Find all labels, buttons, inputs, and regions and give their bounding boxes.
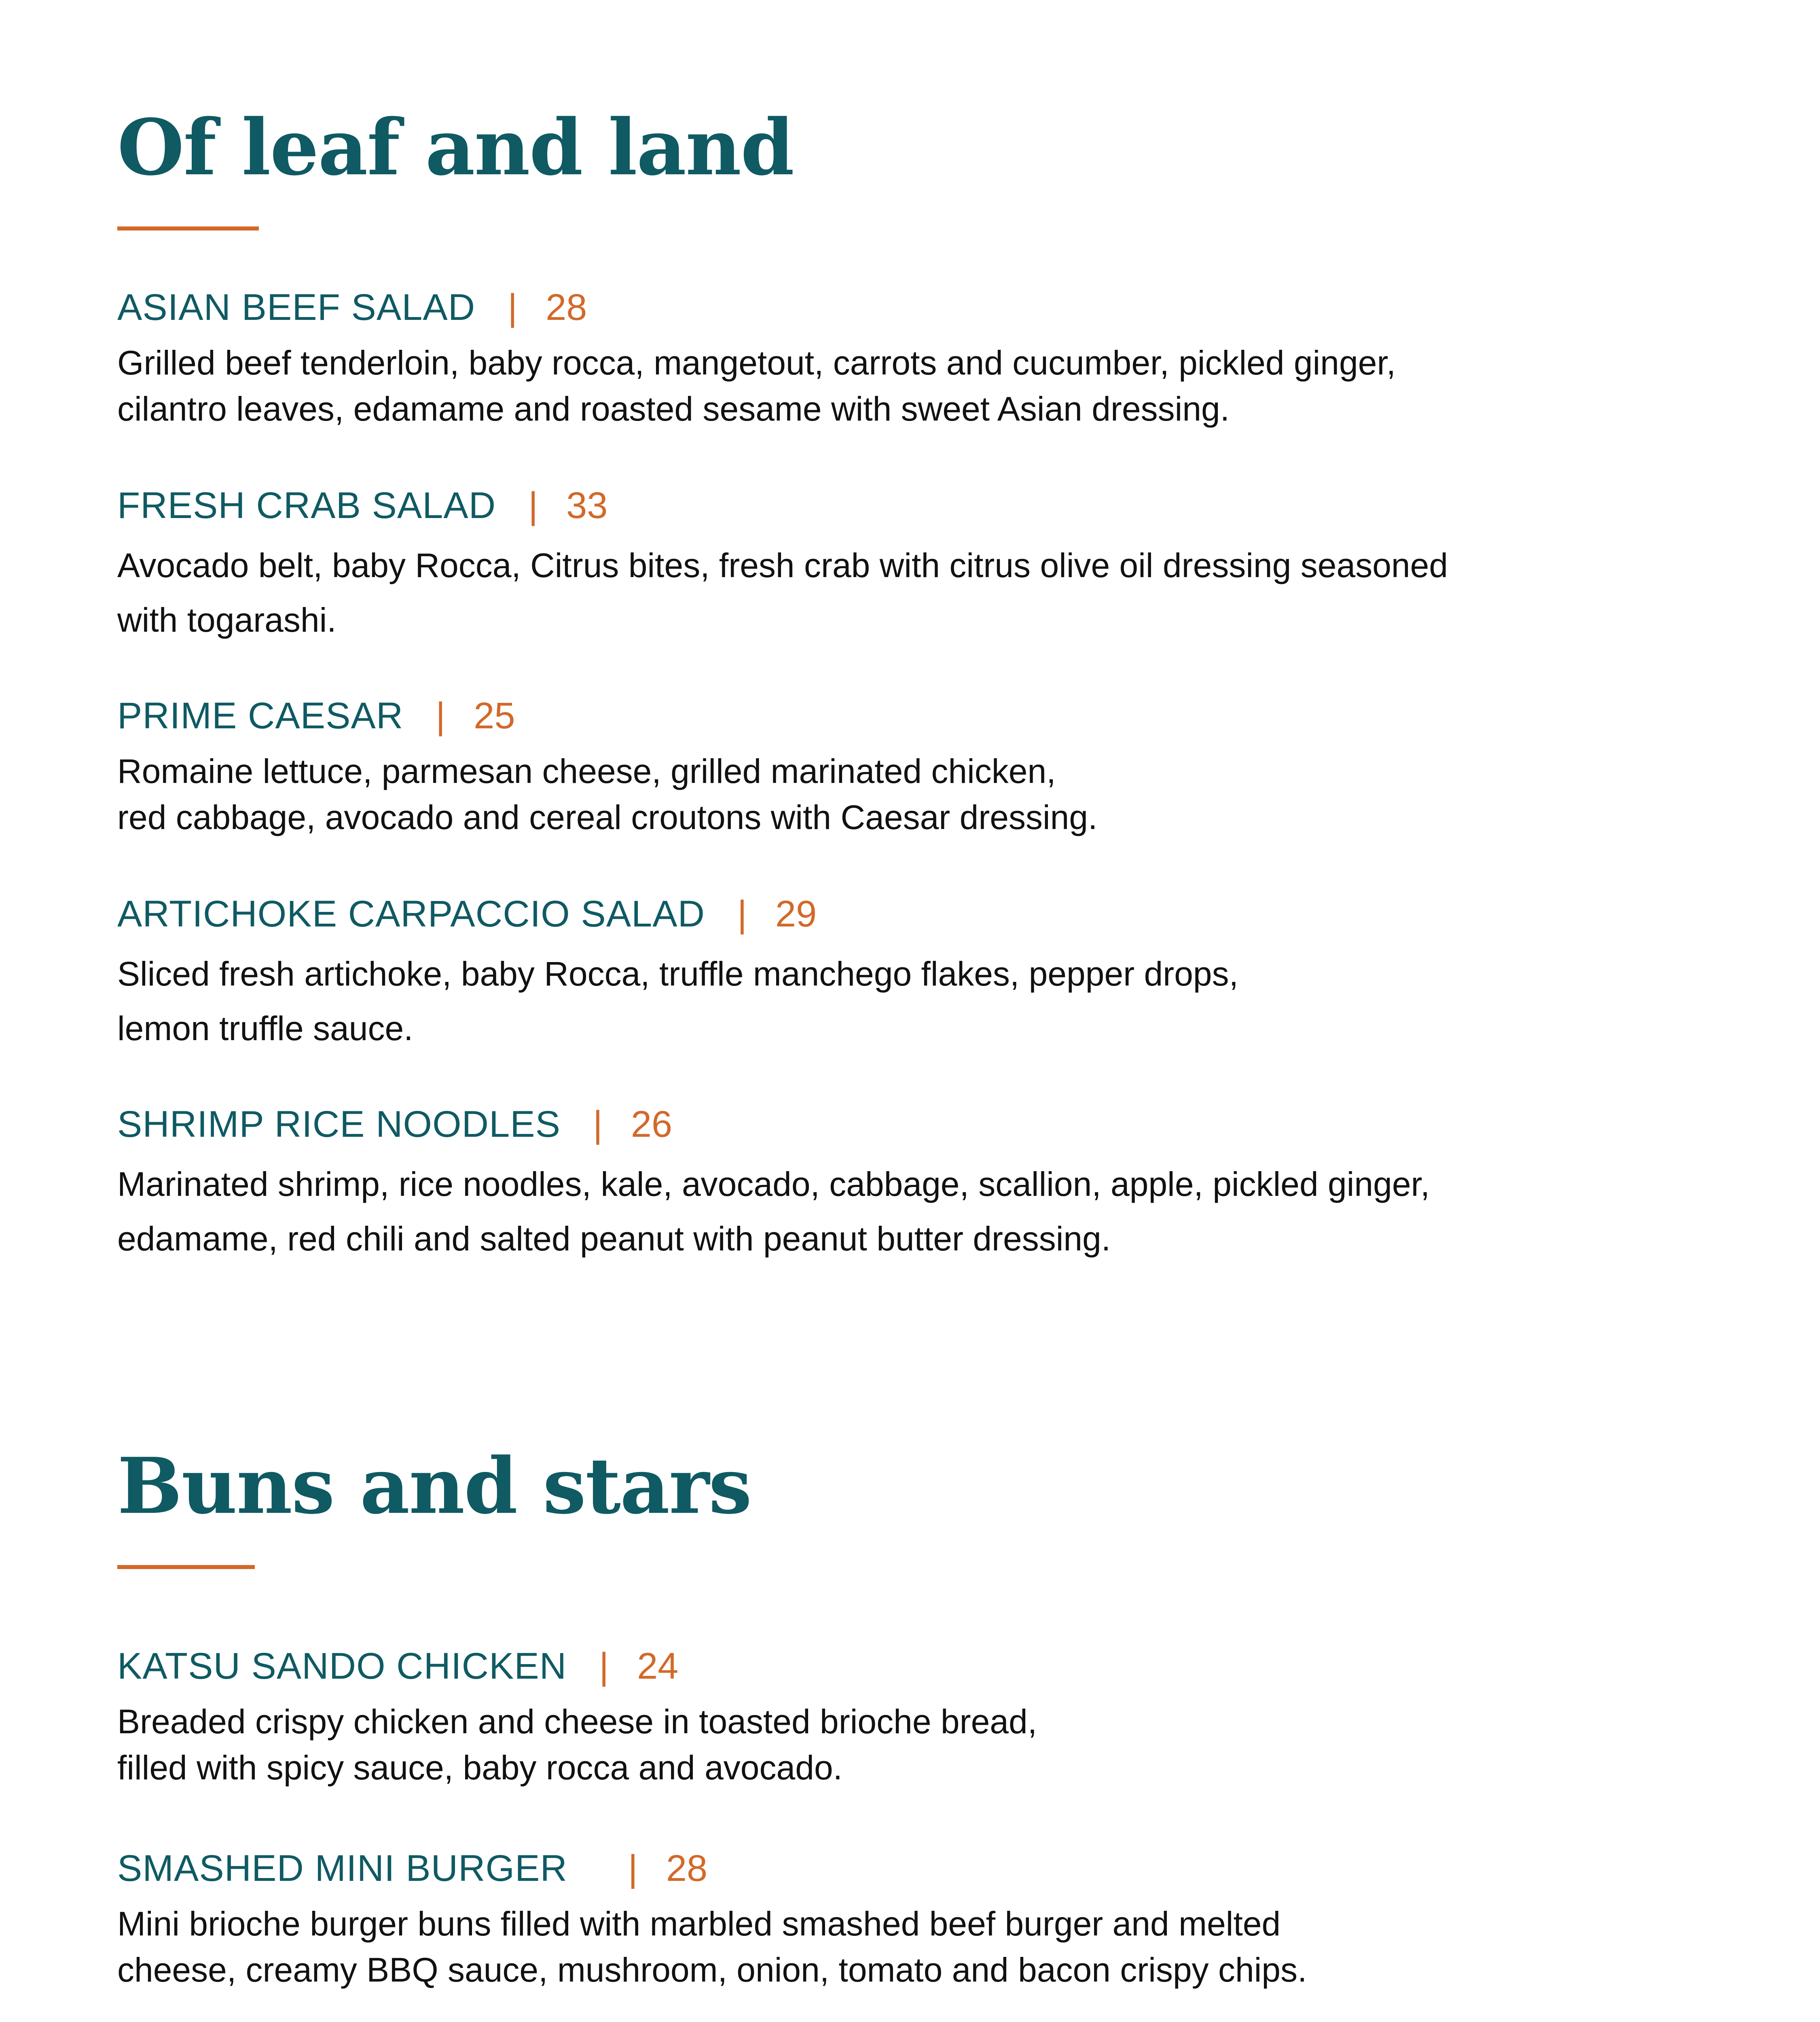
item-description-line: Romaine lettuce, parmesan cheese, grilled marinated chicken, xyxy=(117,752,1056,791)
item-separator: | xyxy=(737,893,747,935)
menu-item xyxy=(117,287,1573,432)
item-price: 29 xyxy=(775,893,817,935)
item-name: ARTICHOKE CARPACCIO SALAD xyxy=(117,893,705,935)
section-title: Of leaf and land xyxy=(117,102,794,192)
menu-item xyxy=(117,1848,1573,1993)
item-separator: | xyxy=(599,1646,609,1687)
item-description-line: Grilled beef tenderloin, baby rocca, mangetout, carrots and cucumber, pickled ginger, xyxy=(117,344,1396,382)
item-description-line: cheese, creamy BBQ sauce, mushroom, onion, tomato and bacon crispy chips. xyxy=(117,1950,1307,1989)
item-description-line: Sliced fresh artichoke, baby Rocca, truffle manchego flakes, pepper drops, xyxy=(117,955,1238,993)
item-price: 24 xyxy=(637,1646,679,1687)
item-name: ASIAN BEEF SALAD xyxy=(117,287,476,328)
item-separator: | xyxy=(593,1104,603,1145)
item-name: PRIME CAESAR xyxy=(117,695,404,736)
item-price: 28 xyxy=(546,287,587,328)
item-description-line: Avocado belt, baby Rocca, Citrus bites, fresh crab with citrus olive oil dressing seasoned xyxy=(117,546,1448,585)
item-description-line: Marinated shrimp, rice noodles, kale, avocado, cabbage, scallion, apple, pickled ginger, xyxy=(117,1165,1430,1203)
item-separator: | xyxy=(508,287,518,328)
item-separator: | xyxy=(628,1848,638,1889)
item-description xyxy=(117,1157,1573,1266)
item-name: SMASHED MINI BURGER xyxy=(117,1848,567,1889)
item-description xyxy=(117,1901,1573,1993)
item-description-line: red cabbage, avocado and cereal croutons with Caesar dressing. xyxy=(117,798,1098,836)
item-name: FRESH CRAB SALAD xyxy=(117,485,496,526)
item-description xyxy=(117,947,1573,1055)
item-name: SHRIMP RICE NOODLES xyxy=(117,1104,561,1145)
title-underline xyxy=(117,226,259,231)
section-buns-and-stars xyxy=(117,1441,1573,1989)
menu-item xyxy=(117,1104,1573,1266)
item-description xyxy=(117,749,1573,840)
menu-item xyxy=(117,696,1573,840)
title-underline xyxy=(117,1565,255,1569)
item-description xyxy=(117,340,1573,432)
item-description-line: lemon truffle sauce. xyxy=(117,1009,413,1047)
item-separator: | xyxy=(528,485,538,526)
item-description-line: edamame, red chili and salted peanut with peanut butter dressing. xyxy=(117,1219,1111,1258)
menu-item xyxy=(117,894,1573,1055)
section-title: Buns and stars xyxy=(117,1441,751,1531)
menu-item xyxy=(117,1646,1573,1791)
section-of-leaf-and-land xyxy=(117,102,1573,1258)
item-price: 25 xyxy=(474,695,515,736)
item-price: 33 xyxy=(566,485,608,526)
item-price: 26 xyxy=(631,1104,673,1145)
item-description-line: filled with spicy sauce, baby rocca and avocado. xyxy=(117,1748,842,1787)
item-price: 28 xyxy=(666,1848,708,1889)
item-description-line: with togarashi. xyxy=(117,601,336,639)
item-separator: | xyxy=(436,695,446,736)
item-description xyxy=(117,1699,1573,1791)
item-description-line: Mini brioche burger buns filled with marbled smashed beef burger and melted xyxy=(117,1905,1281,1943)
item-name: KATSU SANDO CHICKEN xyxy=(117,1646,567,1687)
item-description xyxy=(117,538,1573,647)
item-description-line: cilantro leaves, edamame and roasted sesame with sweet Asian dressing. xyxy=(117,389,1230,428)
item-description-line: Breaded crispy chicken and cheese in toasted brioche bread, xyxy=(117,1703,1037,1741)
menu-item xyxy=(117,485,1573,647)
